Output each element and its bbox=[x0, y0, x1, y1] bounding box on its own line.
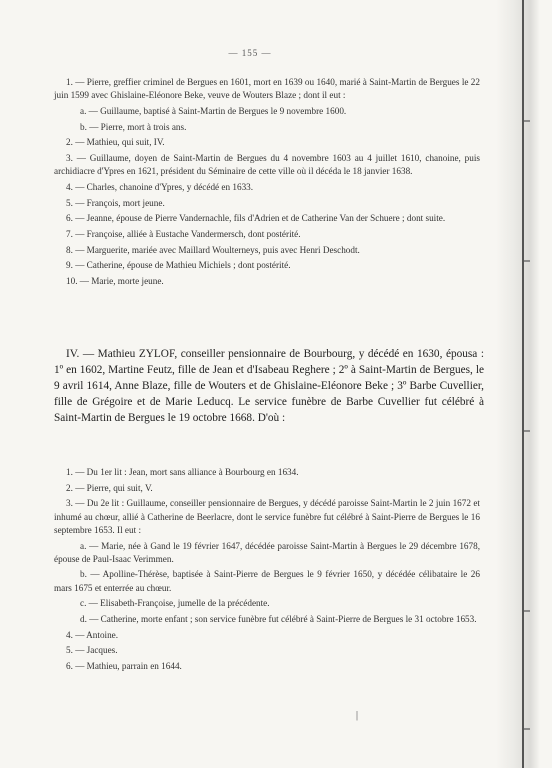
scan-speck bbox=[524, 260, 530, 262]
list-item: 6. — Jeanne, épouse de Pierre Vandernachle, fils d'Adrien et de Catherine Van der Schuere ; dont suite. bbox=[66, 213, 446, 224]
list-item: 4. — Antoine. bbox=[66, 629, 119, 640]
list-item: d. — Catherine, morte enfant ; son service funèbre fut célébré à Saint-Pierre de Bergues le 31 octobre 1653. bbox=[80, 614, 477, 625]
list-item: 1. — Du 1er lit : Jean, mort sans alliance à Bourbourg en 1634. bbox=[66, 467, 299, 477]
list-item: a. — Guillaume, baptisé à Saint-Martin de Bergues le 9 novembre 1600. bbox=[80, 105, 347, 116]
list-item: 7. — Françoise, alliée à Eustache Vandermersch, dont postérité. bbox=[66, 229, 301, 240]
list-item: 1. — Pierre, greffier criminel de Bergues en 1601, mort en 1639 ou 1640, marié à Saint-Martin de Bergues le 22 juin 1599 avec Ghislaine-Eléonore Beke, veuve de Wouters Blaze ; dont il eut : bbox=[54, 77, 480, 101]
list-item: 3. — Du 2e lit : Guillaume, conseiller pensionnaire de Bergues, y décédé paroisse Saint-Martin le 2 juin 1672 et inhumé au chœur, allié à Catherine de Beerlacre, dont le service funèbre fut célébré à Saint-Pierre de Bergues le 16 septembre 1653. Il eut : bbox=[54, 498, 480, 535]
page-number: — 155 — bbox=[228, 48, 272, 58]
scan-speck bbox=[524, 430, 530, 432]
list-item: c. — Elisabeth-Françoise, jumelle de la précédente. bbox=[80, 598, 270, 609]
list-item: 5. — François, mort jeune. bbox=[66, 197, 165, 208]
scan-speck bbox=[524, 120, 530, 122]
section-iv-paragraph: IV. — Mathieu ZYLOF, conseiller pensionnaire de Bourbourg, y décédé en 1630, épousa : 1º en 1602, Martine Feutz, fille de Jean et d'Isabeau Reghere ; 2º à Saint-Martin de Bergues, le 9 avril 1614, Anne Blaze, fille de Wouters et de Ghislaine-Eléonore Beke ; 3º Barbe Cuvellier, fille de Grégoire et de Marie Leducq. Le service funèbre de Barbe Cuvellier fut célébré à Saint-Martin de Bergues le 19 octobre 1668. D'où : bbox=[54, 348, 484, 424]
bottom-list bbox=[54, 466, 480, 676]
list-item: 3. — Guillaume, doyen de Saint-Martin de Bergues du 4 novembre 1603 au 4 juillet 1610, chanoine, puis archidiacre d'Ypres en 1621, président du Séminaire de cette ville où il décéda le 18 janvier 1638. bbox=[54, 153, 480, 177]
list-item: 2. — Pierre, qui suit, V. bbox=[66, 482, 153, 493]
list-item: 10. — Marie, morte jeune. bbox=[66, 276, 164, 287]
list-item: 6. — Mathieu, parrain en 1644. bbox=[66, 661, 182, 672]
list-item: b. — Pierre, mort à trois ans. bbox=[80, 121, 187, 132]
scan-mark: | bbox=[356, 710, 359, 721]
scan-speck bbox=[524, 728, 530, 730]
top-list bbox=[54, 76, 480, 291]
list-item: 5. — Jacques. bbox=[66, 645, 118, 656]
list-item: 2. — Mathieu, qui suit, IV. bbox=[66, 137, 165, 148]
list-item: 4. — Charles, chanoine d'Ypres, y décédé en 1633. bbox=[66, 181, 254, 192]
binding-edge-line bbox=[522, 0, 524, 768]
list-item: a. — Marie, née à Gand le 19 février 1647, décédée paroisse Saint-Martin à Bergues le 29 décembre 1678, épouse de Paul-Isaac Verimmen. bbox=[54, 540, 480, 564]
list-item: 8. — Marguerite, mariée avec Maillard Woulterneys, puis avec Henri Deschodt. bbox=[66, 244, 360, 255]
binding-shadow bbox=[496, 0, 552, 768]
list-item: 9. — Catherine, épouse de Mathieu Michiels ; dont postérité. bbox=[66, 260, 291, 271]
scan-speck bbox=[524, 610, 530, 612]
list-item: b. — Apolline-Thérèse, baptisée à Saint-Pierre de Bergues le 9 février 1650, y décédée célibataire le 26 mars 1675 et enterrée au chœur. bbox=[54, 569, 480, 593]
